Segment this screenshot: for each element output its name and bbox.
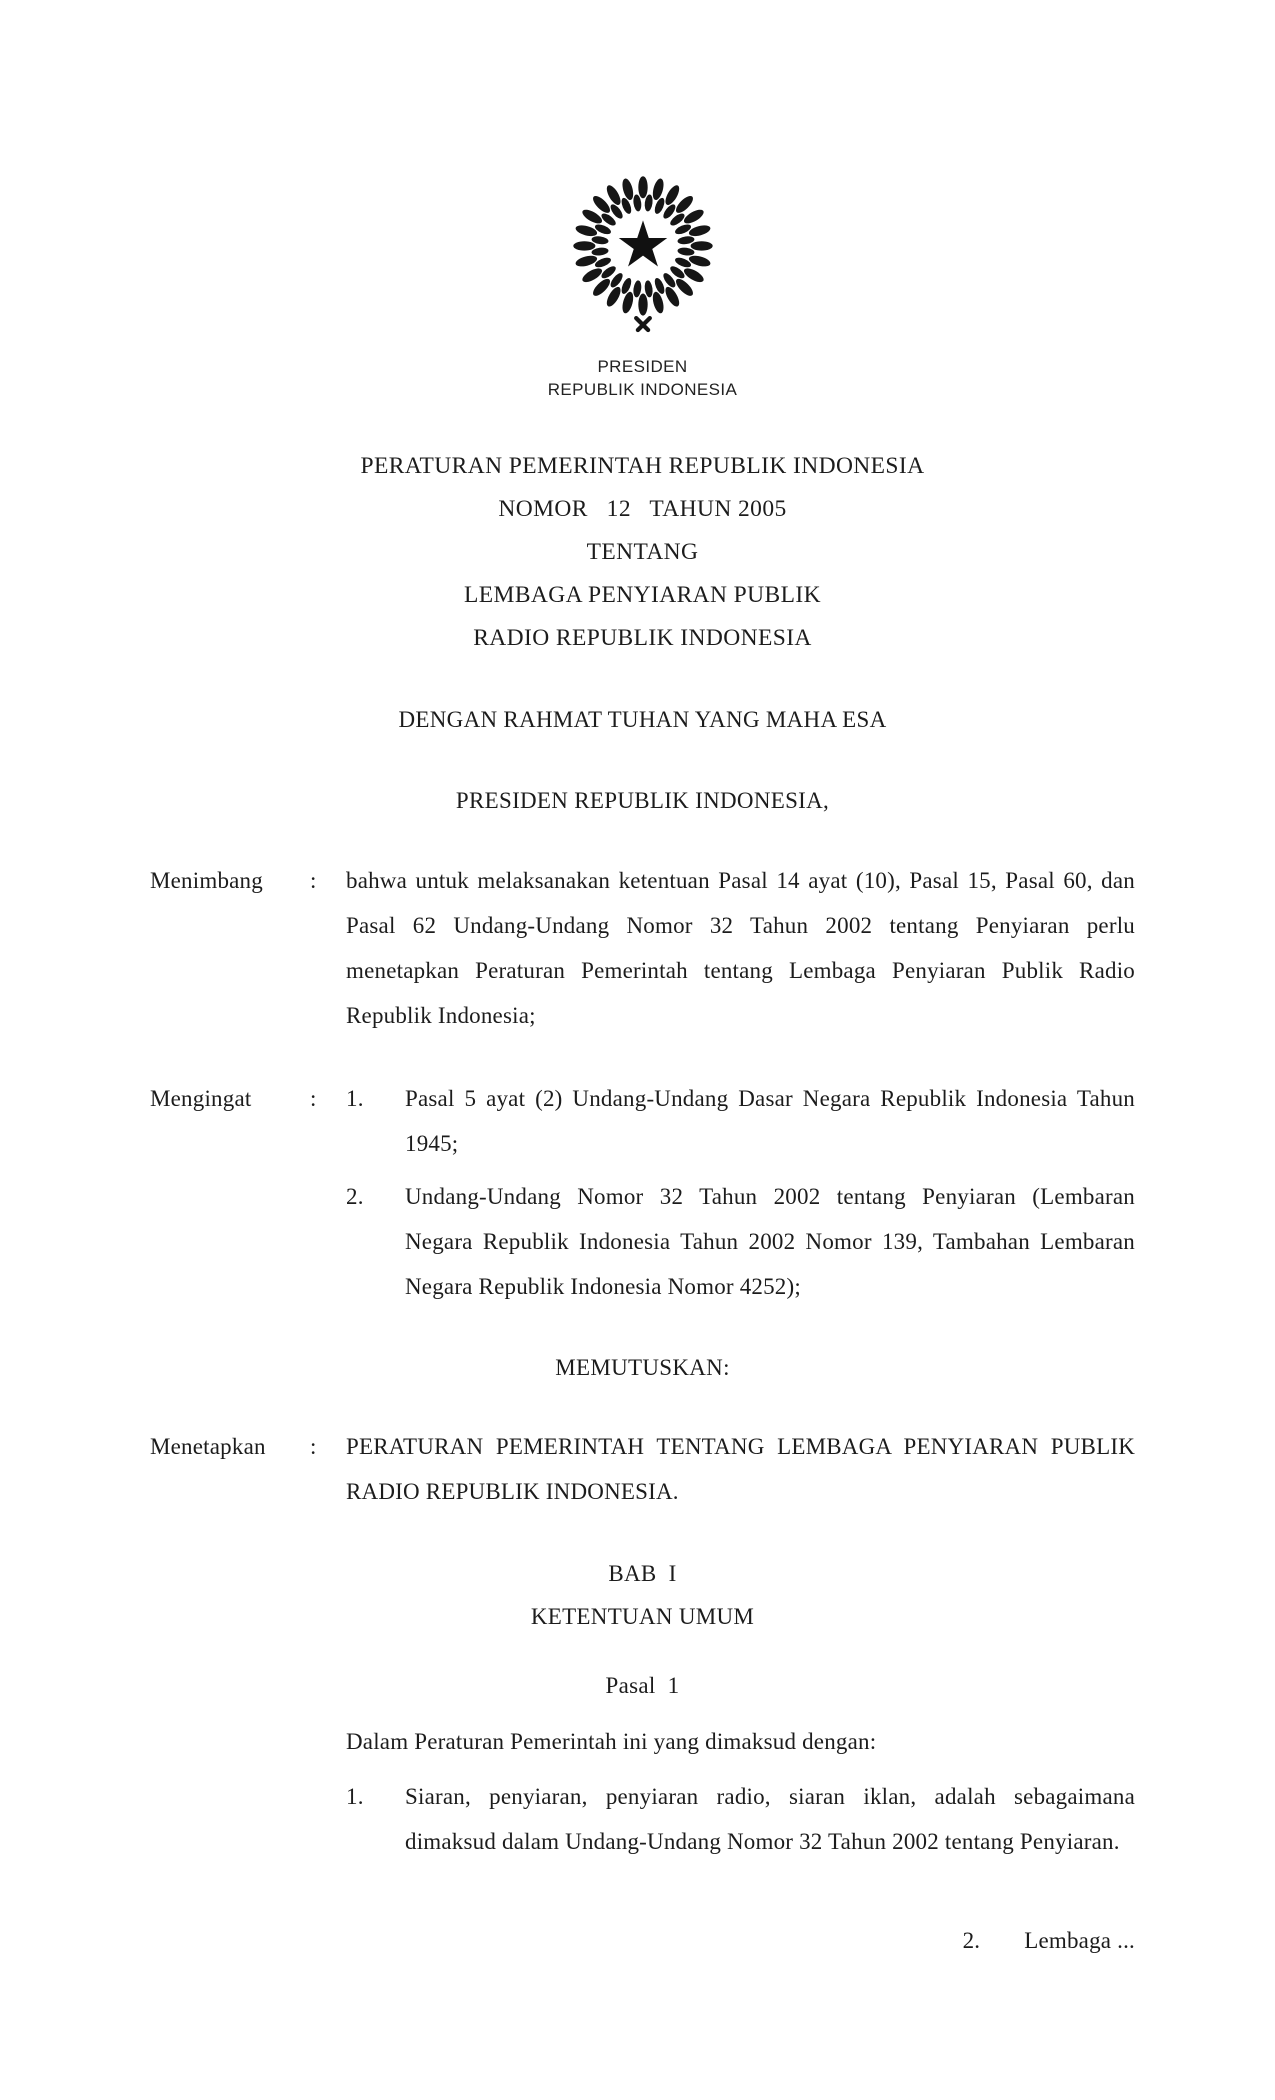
menimbang-colon: :: [310, 868, 317, 893]
pasal-heading: Pasal 1: [605, 1673, 680, 1698]
letterhead-presiden: PRESIDEN: [597, 357, 688, 376]
menetapkan-colon: :: [310, 1434, 317, 1459]
mengingat-items: [346, 1076, 1135, 1309]
page-catchword: [963, 1918, 1135, 1963]
letterhead-republik-indonesia: REPUBLIK INDONESIA: [547, 380, 738, 399]
menimbang-text: bahwa untuk melaksanakan ketentuan Pasal 14 ayat (10), Pasal 15, Pasal 60, dan Pasal 62 Undang-Undang Nomor 32 Tahun 2002 tentang Penyiaran perlu menetapkan Peraturan Pemerintah tentang Lembaga Penyiaran Publik Radio Republik Indonesia;: [346, 868, 1135, 1028]
star-icon: [618, 220, 666, 266]
item-text: Pasal 5 ayat (2) Undang-Undang Dasar Negara Republik Indonesia Tahun 1945;: [405, 1086, 1135, 1156]
wreath-star-emblem-icon: [558, 165, 728, 337]
presidential-emblem: [150, 165, 1135, 343]
menetapkan-text: PERATURAN PEMERINTAH TENTANG LEMBAGA PENYIARAN PUBLIK RADIO REPUBLIK INDONESIA.: [346, 1434, 1135, 1504]
invocation-line: DENGAN RAHMAT TUHAN YANG MAHA ESA: [398, 707, 887, 732]
memutuskan-heading: MEMUTUSKAN:: [555, 1355, 730, 1380]
item-text: Siaran, penyiaran, penyiaran radio, siaran iklan, adalah sebagaimana dimaksud dalam Undang-Undang Nomor 32 Tahun 2002 tentang Penyiaran.: [405, 1784, 1135, 1854]
ribbon-icon: [636, 318, 650, 330]
pasal-intro: Dalam Peraturan Pemerintah ini yang dimaksud dengan:: [346, 1729, 877, 1754]
mengingat-item: [346, 1174, 1135, 1309]
pasal-item: [346, 1774, 1135, 1864]
title-line-nomor: NOMOR 12 TAHUN 2005: [498, 496, 787, 522]
mengingat-clause: [150, 1076, 1135, 1309]
pasal-items: [346, 1774, 1135, 1864]
menetapkan-clause: [150, 1424, 1135, 1514]
menimbang-clause: [150, 858, 1135, 1038]
item-number: 1.: [346, 1086, 364, 1111]
title-line-1: PERATURAN PEMERINTAH REPUBLIK INDONESIA: [360, 453, 925, 479]
mengingat-colon: :: [310, 1086, 317, 1111]
pasal-1-body: [346, 1719, 1135, 1864]
item-text: Undang-Undang Nomor 32 Tahun 2002 tentang Penyiaran (Lembaran Negara Republik Indonesia Tahun 2002 Nomor 139, Tambahan Lembaran Negara Republik Indonesia Nomor 4252);: [405, 1184, 1135, 1299]
bab-number: BAB I: [608, 1561, 677, 1586]
document-title: [150, 445, 1135, 660]
catchword-text: Lembaga ...: [1024, 1928, 1135, 1953]
catchword-number: 2.: [962, 1928, 981, 1953]
menimbang-label: Menimbang: [150, 868, 263, 893]
menetapkan-label: Menetapkan: [150, 1434, 266, 1459]
title-line-tentang: TENTANG: [586, 539, 699, 565]
item-number: 2.: [346, 1184, 364, 1209]
bab-title: KETENTUAN UMUM: [530, 1604, 755, 1629]
mengingat-label: Mengingat: [150, 1086, 252, 1111]
authority-line: PRESIDEN REPUBLIK INDONESIA,: [455, 788, 830, 813]
item-number: 1.: [346, 1784, 364, 1809]
title-line-4: LEMBAGA PENYIARAN PUBLIK: [464, 582, 821, 608]
title-line-5: RADIO REPUBLIK INDONESIA: [473, 625, 812, 651]
letterhead: [150, 355, 1135, 401]
mengingat-item: [346, 1076, 1135, 1166]
